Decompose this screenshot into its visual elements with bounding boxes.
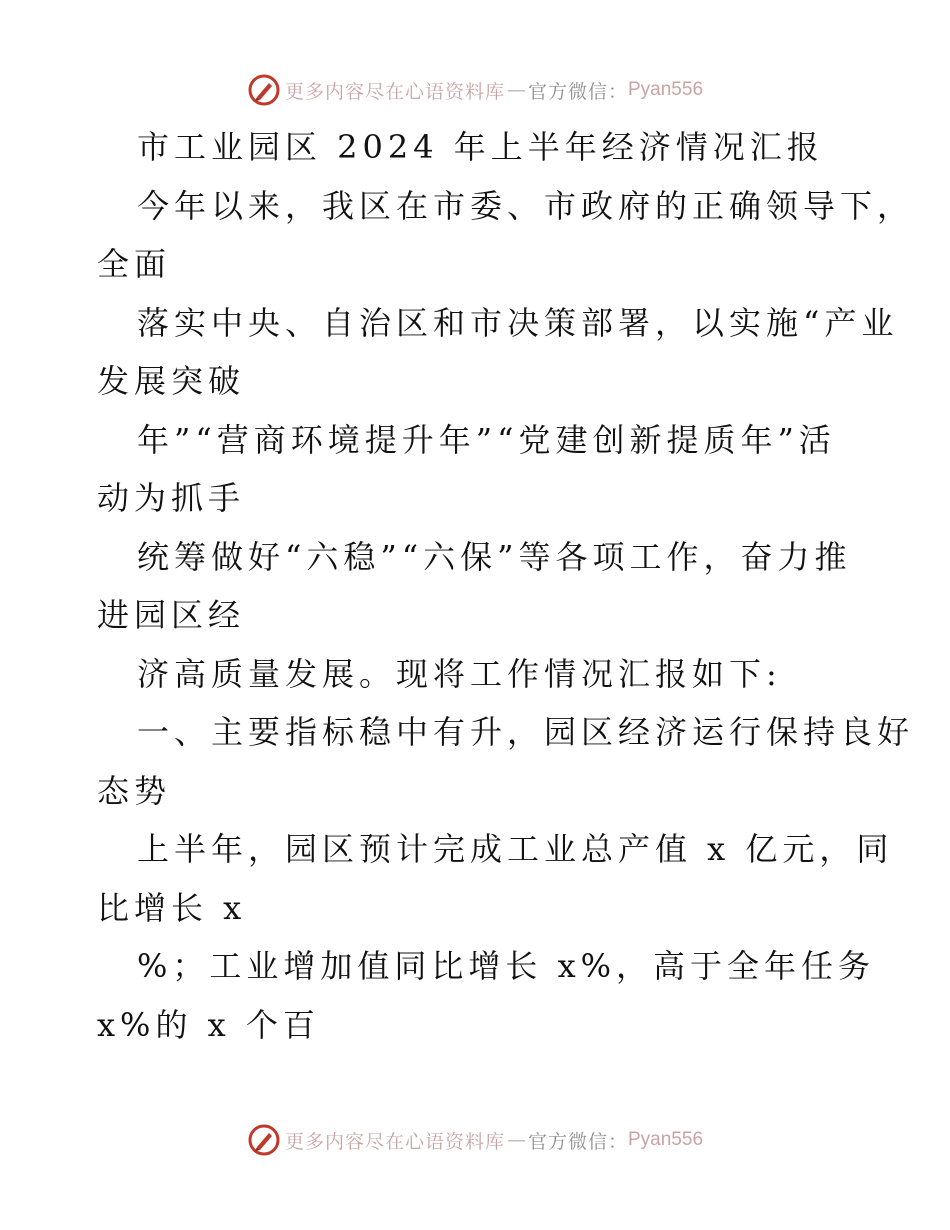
footer-watermark bbox=[0, 1120, 950, 1160]
watermark-official: 官方微信： bbox=[527, 1130, 628, 1153]
watermark-dash: — bbox=[506, 79, 526, 101]
watermark-id: Pyan556 bbox=[628, 1129, 704, 1150]
body-line: x%的 x 个百 bbox=[97, 1006, 320, 1044]
body-line: 上半年，园区预计完成工业总产值 x 亿元，同 bbox=[137, 830, 894, 868]
body-line: 全面 bbox=[97, 245, 172, 283]
watermark-id: Pyan556 bbox=[628, 79, 704, 100]
body-line: 济高质量发展。现将工作情况汇报如下: bbox=[137, 655, 782, 693]
body-line: 年”“营商环境提升年”“党建创新提质年”活 bbox=[137, 421, 836, 459]
watermark-brand: 更多内容尽在心语资料库 bbox=[284, 1130, 505, 1153]
header-watermark bbox=[0, 70, 950, 110]
watermark-dash: — bbox=[506, 1129, 526, 1151]
section-heading-cont: 态势 bbox=[97, 772, 172, 810]
body-line: 落实中央、自治区和市决策部署，以实施“产业 bbox=[137, 304, 899, 342]
section-heading: 一、主要指标稳中有升，园区经济运行保持良好 bbox=[137, 713, 915, 751]
watermark-official: 官方微信： bbox=[527, 80, 628, 103]
body-line: 动为抓手 bbox=[97, 479, 246, 517]
pen-logo-icon bbox=[247, 1123, 281, 1157]
watermark-brand: 更多内容尽在心语资料库 bbox=[284, 80, 505, 103]
pen-logo-icon bbox=[247, 73, 281, 107]
body-line: 今年以来，我区在市委、市政府的正确领导下， bbox=[137, 187, 915, 225]
body-line: %；工业增加值同比增长 x%，高于全年任务 bbox=[137, 947, 876, 985]
body-line: 比增长 x bbox=[97, 889, 247, 927]
document-title: 市工业园区 2024 年上半年经济情况汇报 bbox=[137, 128, 824, 166]
body-line: 统筹做好“六稳”“六保”等各项工作，奋力推 bbox=[137, 538, 852, 576]
body-line: 进园区经 bbox=[97, 596, 246, 634]
body-line: 发展突破 bbox=[97, 362, 246, 400]
